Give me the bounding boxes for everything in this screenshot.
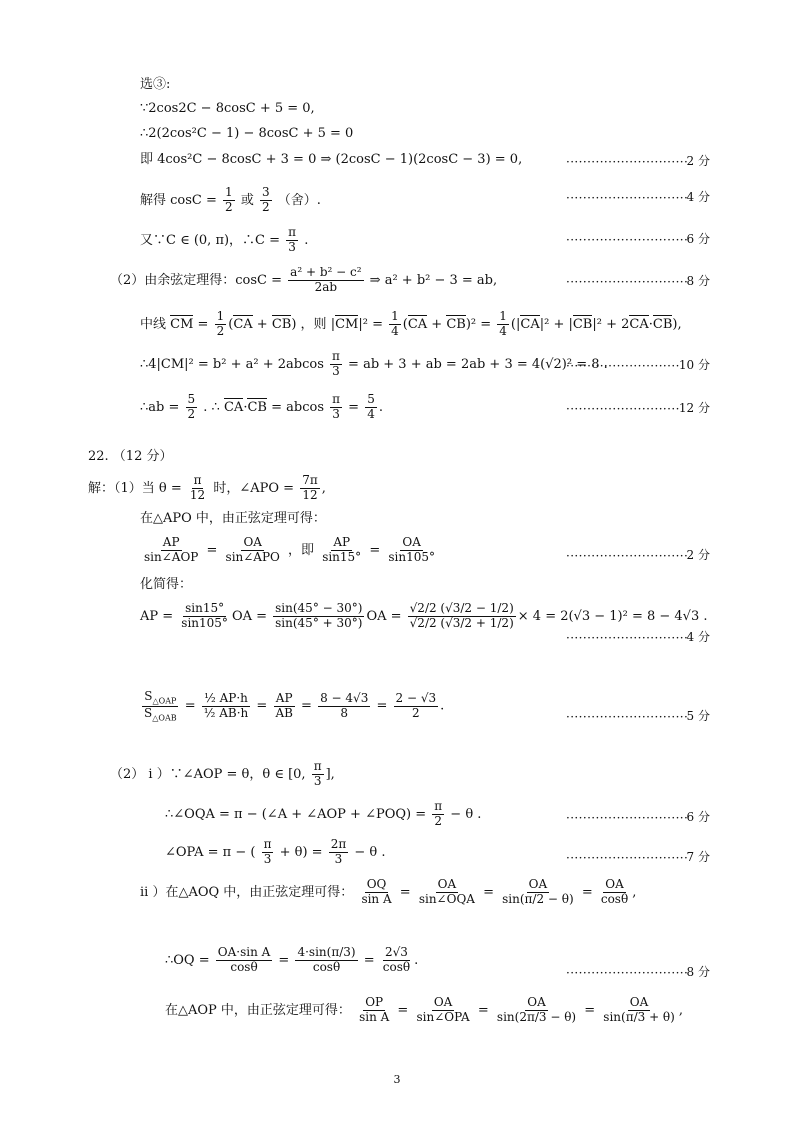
fraction: $\frac{1}{4}$ [391, 309, 399, 338]
text-segment: （2） i ）∵∠AOP = θ，θ ∈ [0, [110, 766, 306, 782]
score-mark: ····· 6 分 [566, 808, 710, 825]
fraction: $\frac{OA}{\sin(2\pi/3 - \theta)}$ [496, 995, 577, 1024]
text-line-area-ratio: $\frac{S_{\triangle OAP}}{S_{\triangle OAB}}$ = $\frac{\text{½ AP·h}}{\text{½ AB·h}}$ = $\frac{AP}{AB}$ = $\frac{8 - 4√3}{8}$ = $\frac{2 - √3}{2}$ . [144, 689, 445, 722]
text-line-choose3: 选③: [140, 77, 171, 92]
fraction: $\frac{3}{2}$ [261, 185, 270, 214]
text-segment: ii ）在△AOQ 中，由正弦定理可得： [140, 884, 354, 900]
text-segment: 在△AOP 中，由正弦定理可得： [165, 1002, 351, 1018]
text-line-oq-value: ∴OQ = $\frac{\text{OA·sin A}}{\cos\theta}$ = $\frac{4\cdot\sin(\pi/3)}{\cos\theta}$ = $\frac{2√3}{\cos\theta}$ . [165, 945, 419, 974]
text-segment: ∠OPA = π − ( [165, 844, 256, 860]
text-line-sine-law-aop: 在△AOP 中，由正弦定理可得： $\frac{OP}{\text{sin A}}$ = $\frac{OA}{\text{sin∠OPA}}$ = $\frac{OA}{\sin(2\pi/3 - \theta)}$ = $\frac{OA}{\sin(\pi/3 + \theta)}$ , [165, 995, 683, 1024]
fraction: $\frac{\text{OA·sin A}}{\cos\theta}$ [217, 945, 271, 974]
fraction: $\frac{\pi}{12}$ [189, 473, 206, 502]
score-mark: ····· 10 分 [566, 356, 710, 373]
text-line-theta-value: 解：（1）当 θ = $\frac{\pi}{12}$ 时，∠APO = $\frac{7\pi}{12}$ , [88, 473, 326, 502]
text-segment: = abcos [271, 399, 324, 415]
fraction: $\frac{S_{\triangle OAP}}{S_{\triangle OAB}}$ [144, 689, 177, 722]
text-line-median-length [140, 350, 608, 379]
text-line-angle-opa: ∠OPA = π − ( $\frac{\pi}{3}$ + θ) = $\frac{2\pi}{3}$ − θ . [165, 837, 386, 866]
text-line-solve-cosc [140, 186, 321, 215]
fraction: $\frac{4\cdot\sin(\pi/3)}{\cos\theta}$ [297, 945, 356, 974]
text-line-factor: 即 4cos²C − 8cosC + 3 = 0 ⇒ (2cosC − 1)(2cosC − 3) = 0, [140, 152, 523, 167]
fraction: $\frac{\sin 15^\circ}{\sin 105^\circ}$ [181, 601, 228, 630]
fraction: $\frac{\pi}{3}$ [288, 225, 297, 254]
text-segment: （舍）. [277, 192, 321, 208]
text-line-sine-law-apo: 在△APO 中，由正弦定理可得： [140, 511, 326, 526]
fraction: $\frac{5}{2}$ [187, 392, 196, 421]
fraction: $\frac{OP}{\text{sin A}}$ [359, 995, 390, 1024]
fraction: $\frac{AP}{AB}$ [275, 690, 293, 720]
text-line-simplify: 化简得： [140, 577, 193, 592]
score-mark: ····· 2 分 [566, 546, 710, 563]
fraction: $\frac{OA}{\text{sin∠OQA}}$ [418, 877, 475, 906]
text-segment: ∴OQ = [165, 952, 210, 968]
text-segment: ，即 [288, 542, 315, 558]
score-mark: ····· 8 分 [566, 963, 710, 980]
score-mark: ····· 8 分 [566, 272, 710, 289]
score-mark: ····· 5 分 [566, 707, 710, 724]
fraction: $\frac{5}{4}$ [367, 392, 375, 421]
text-segment: 解得 cosC = [140, 192, 217, 208]
text-line-given-eq: ∵2cos2C − 8cosC + 5 = 0, [140, 101, 315, 116]
fraction: $\frac{OA}{\cos\theta}$ [600, 877, 629, 906]
fraction: $\frac{1}{2}$ [225, 185, 233, 214]
score-mark: ····· 4 分 [566, 188, 710, 205]
score-mark: ····· 12 分 [566, 399, 710, 416]
score-mark: ····· 7 分 [566, 848, 710, 865]
problem-heading: 22. （12 分） [88, 449, 173, 464]
text-segment: 又∵C ∈ (0, π)，∴C = [140, 232, 281, 248]
fraction: $\frac{\sin(45^\circ - 30^\circ)}{\sin(45^\circ + 30^\circ)}$ [275, 601, 363, 630]
fraction: $\frac{\text{a² + b² − c²}}{2ab}$ [290, 265, 362, 294]
text-line-expand: ∴2(2cos²C − 1) − 8cosC + 5 = 0 [140, 126, 354, 141]
text-segment: 或 [240, 192, 254, 208]
fraction: $\frac{8 - 4√3}{8}$ [320, 690, 369, 720]
fraction: $\frac{OQ}{\text{sin A}}$ [361, 877, 392, 906]
fraction: $\frac{\pi}{3}$ [313, 759, 322, 788]
text-segment: ∴4|CM|² = b² + a² + 2abcos [140, 356, 324, 372]
text-segment: = 2(√3 − 1)² = 8 − 4√3 . [545, 608, 708, 624]
fraction: $\frac{\pi}{2}$ [434, 799, 443, 828]
fraction: $\frac{OA}{\text{sin∠APO}}$ [225, 535, 280, 564]
fraction: $\frac{\pi}{3}$ [332, 349, 340, 378]
text-segment: = ab + 3 + ab = 2ab + 3 = 4(√2)² = 8 . [348, 356, 608, 372]
score-mark: ····· 4 分 [566, 628, 710, 645]
fraction: $\frac{2\pi}{3}$ [330, 837, 347, 866]
text-segment: （2）由余弦定理得：cosC = [110, 272, 283, 288]
text-line-range-c: 又∵C ∈ (0, π)，∴C = $\frac{\pi}{3}$ . [140, 225, 309, 254]
text-line-angle-oqa: ∴∠OQA = π − (∠A + ∠AOP + ∠POQ) = $\frac{\pi}{2}$ − θ . [165, 799, 482, 828]
text-segment: ⇒ a² + b² − 3 = ab, [369, 272, 498, 288]
text-line-ap-value: AP = $\frac{\sin 15^\circ}{\sin 105^\circ}$ OA = $\frac{\sin(45^\circ - 30^\circ)}{\sin(45^\circ + 30^\circ)}$ OA = $\frac{√2/2 (√3/2 - 1/2)}{√2/2 (√3/2 + 1/2)}$ × 4 = 2(√3 − 1)² = 8 − 4√3 . [140, 601, 708, 630]
text-segment: ∴∠OQA = π − (∠A + ∠AOP + ∠POQ) = [165, 806, 427, 822]
fraction: $\frac{7\pi}{12}$ [302, 473, 318, 502]
text-segment: 解：（1）当 θ = [88, 480, 182, 496]
fraction: $\frac{OA}{\sin 105^\circ}$ [388, 535, 435, 564]
fraction: $\frac{AP}{\sin 15^\circ}$ [322, 535, 362, 564]
text-line-dot-product: ∴ab = $\frac{5}{2}$ . ∴ CA·CB = abcos $\frac{\pi}{3}$ = $\frac{5}{4}$ . [140, 392, 383, 421]
fraction: $\frac{\text{½ AP·h}}{\text{½ AB·h}}$ [203, 690, 249, 720]
text-segment: 中线 [140, 316, 167, 332]
text-line-cosine-law [110, 266, 497, 295]
fraction: $\frac{OA}{\sin(\pi/3 + \theta)}$ [603, 995, 675, 1024]
score-mark: ····· 6 分 [566, 230, 710, 247]
fraction: $\frac{1}{2}$ [216, 309, 225, 338]
text-line-median-vector: 中线 CM = $\frac{1}{2}$ (CA + CB) ，则 |CM|² = $\frac{1}{4}$ (CA + CB)² = $\frac{1}{4}$ (|CA|² + |CB|² + 2CA·CB), [140, 309, 682, 338]
fraction: $\frac{2√3}{\cos\theta}$ [382, 945, 411, 974]
fraction: $\frac{\pi}{3}$ [332, 392, 341, 421]
score-mark: ····· 2 分 [566, 152, 710, 169]
text-line-sine-law-aoq: ii ）在△AOQ 中，由正弦定理可得： $\frac{OQ}{\text{sin A}}$ = $\frac{OA}{\text{sin∠OQA}}$ = $\frac{OA}{\sin(\pi/2 - \theta)}$ = $\frac{OA}{\cos\theta}$ , [140, 877, 637, 906]
fraction: $\frac{1}{4}$ [499, 309, 507, 338]
text-segment: 时，∠APO = [213, 480, 295, 496]
fraction: $\frac{OA}{\sin(\pi/2 - \theta)}$ [502, 877, 574, 906]
fraction: $\frac{AP}{\text{sin∠AOP}}$ [144, 535, 199, 564]
text-segment: ，则 [300, 316, 327, 332]
text-line-sine-ratio: $\frac{AP}{\text{sin∠AOP}}$ = $\frac{OA}{\text{sin∠APO}}$ ，即 $\frac{AP}{\sin 15^\circ}$ = $\frac{OA}{\sin 105^\circ}$ [144, 535, 435, 564]
fraction: $\frac{\pi}{3}$ [263, 837, 272, 866]
text-segment: . ∴ [203, 399, 220, 415]
text-line-part2-angle: （2） i ）∵∠AOP = θ，θ ∈ [0, $\frac{\pi}{3}$ ], [110, 759, 335, 788]
fraction: $\frac{√2/2 (√3/2 - 1/2)}{√2/2 (√3/2 + 1/2)}$ [409, 601, 514, 630]
fraction: $\frac{2 - √3}{2}$ [395, 690, 437, 720]
page-number: 3 [393, 1073, 401, 1086]
fraction: $\frac{OA}{\text{sin∠OPA}}$ [416, 995, 470, 1024]
text-segment: ∴ab = [140, 399, 180, 415]
